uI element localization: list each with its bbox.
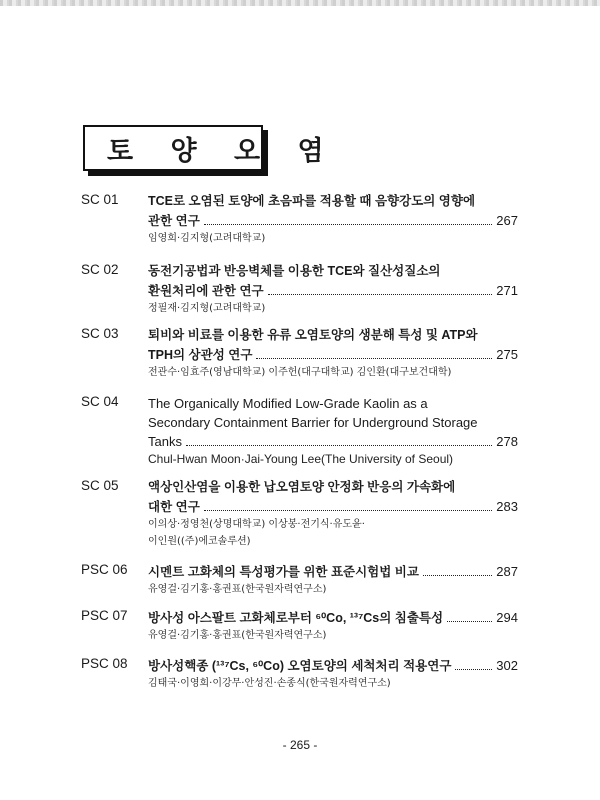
dot-leader [268,293,493,295]
entry-title-line [148,608,518,627]
page-number: - 265 - [282,738,318,752]
entry-title-line [148,432,518,451]
entry-code: SC 04 [81,394,119,409]
entry-page: 267 [496,213,518,228]
entry-body [148,326,518,381]
entry-page: 294 [496,610,518,625]
entry-title-line [148,656,518,675]
entry-body [148,262,518,317]
entry-code: SC 02 [81,262,119,277]
entry-title-line [148,345,518,364]
entry-code: PSC 07 [81,608,128,623]
entry-title-text: 관한 연구 [148,214,200,228]
entry-title-line [148,211,518,230]
dot-leader [447,620,492,622]
entry-authors: 이인원((주)에코솔루션) [148,536,251,547]
entry-page: 287 [496,564,518,579]
entry-body [148,192,518,247]
entry-body [148,562,518,598]
dot-leader [423,574,492,576]
entry-title-line [148,497,518,516]
section-heading-box [83,125,338,171]
entry-authors: 임영희·김지형(고려대학교) [148,233,266,244]
entry-page: 275 [496,347,518,362]
entry-body [148,478,518,550]
entry-title-text: 방사성핵종 (¹³⁷Cs, ⁶⁰Co) 오염토양의 세척처리 적용연구 [148,659,452,673]
entry-title-text: Tanks [148,434,182,449]
entry-title-line: The Organically Modified Low-Grade Kaolin as a [148,396,428,411]
entry-code: PSC 08 [81,656,128,671]
scan-edge [0,0,600,6]
entry-page: 283 [496,499,518,514]
entry-title-text: 방사성 아스팔트 고화체로부터 ⁶⁰Co, ¹³⁷Cs의 침출특성 [148,611,444,625]
dot-leader [204,223,493,225]
dot-leader [204,509,493,511]
entry-title-line: 퇴비와 비료를 이용한 유류 오염토양의 생분해 특성 및 ATP와 [148,328,478,342]
entry-authors: 김태국·이영희·이강무·안성진·손종식(한국원자력연구소) [148,678,391,689]
entry-body [148,656,518,692]
entry-title-line [148,562,518,581]
entry-code: SC 01 [81,192,119,207]
entry-code: SC 03 [81,326,119,341]
entry-body [148,608,518,644]
entry-authors: 유영걸·김기홍·홍권표(한국원자력연구소) [148,584,327,595]
entry-title-line [148,281,518,300]
entry-title-line: Secondary Containment Barrier for Underground Storage [148,415,478,430]
entry-body [148,394,518,468]
section-title: 토 양 오 염 [107,135,338,167]
entry-code: SC 05 [81,478,119,493]
entry-page: 278 [496,434,518,449]
entry-page: 271 [496,283,518,298]
entry-title-line: 액상인산염을 이용한 납오염토양 안정화 반응의 가속화에 [148,480,456,494]
entry-title-text: TPH의 상관성 연구 [148,348,253,362]
dot-leader [256,357,492,359]
entry-title-text: 환원처리에 관한 연구 [148,284,264,298]
entry-title-line: TCE로 오염된 토양에 초음파를 적용할 때 음향강도의 영향에 [148,194,476,208]
entry-title-line: 동전기공법과 반응벽체를 이용한 TCE와 질산성질소의 [148,264,441,278]
entry-authors: Chul-Hwan Moon·Jai-Young Lee(The University of Seoul) [148,452,454,466]
entry-authors: 전관수·임효주(영남대학교) 이주헌(대구대학교) 김인환(대구보건대학) [148,367,452,378]
entry-code: PSC 06 [81,562,128,577]
entry-title-text: 시멘트 고화체의 특성평가를 위한 표준시험법 비교 [148,565,419,579]
entry-page: 302 [496,658,518,673]
dot-leader [455,668,492,670]
entry-authors: 이의상·정영천(상명대학교) 이상봉·전기식·유도윤· [148,519,365,530]
entry-authors: 정필재·김지형(고려대학교) [148,303,266,314]
entry-authors: 유영걸·김기홍·홍권표(한국원자력연구소) [148,630,327,641]
dot-leader [186,444,492,446]
entry-title-text: 대한 연구 [148,500,200,514]
